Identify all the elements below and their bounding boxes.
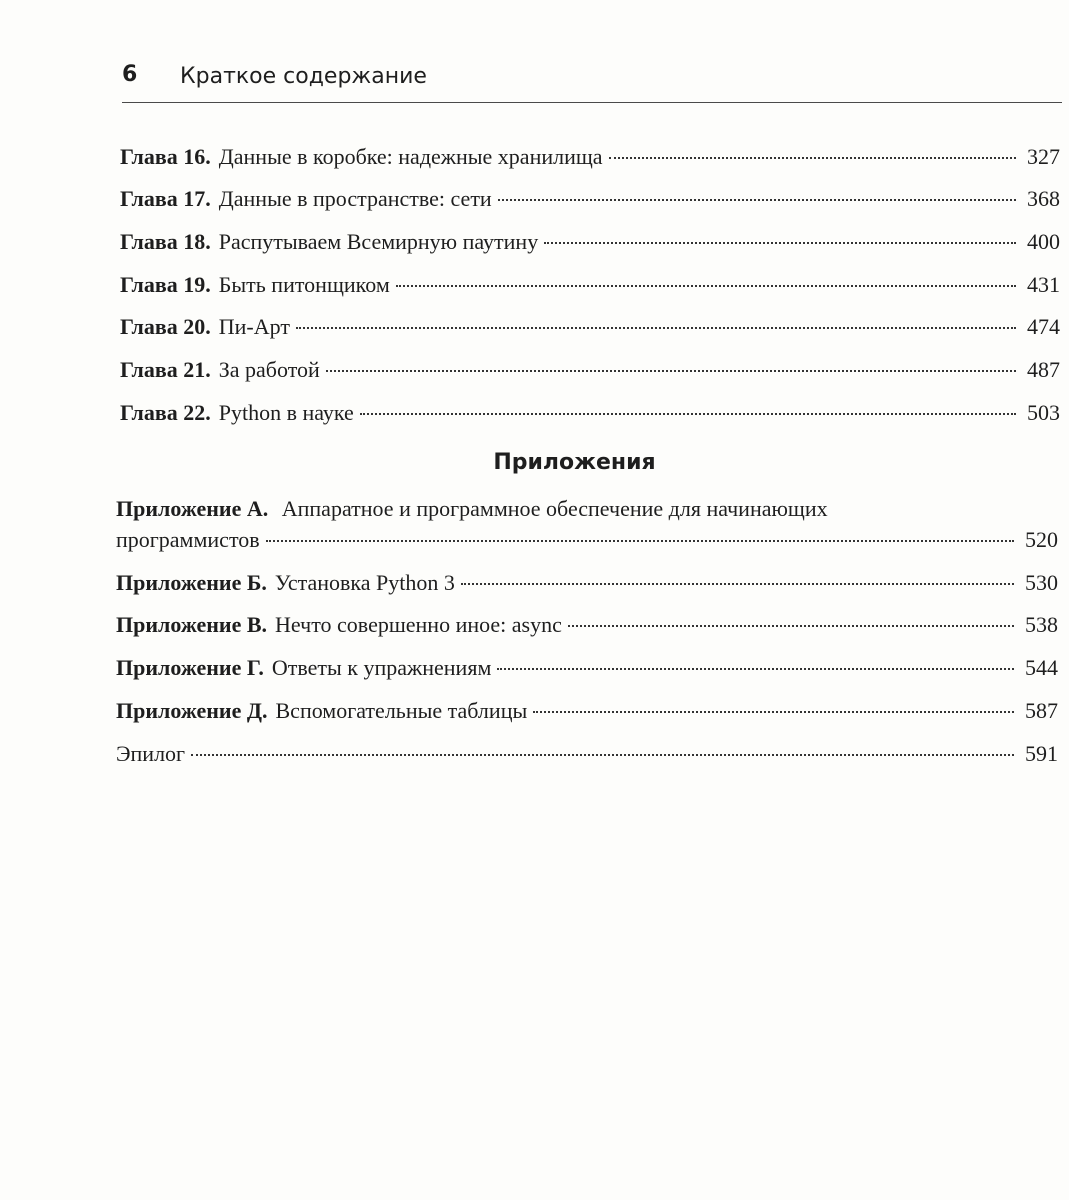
toc-entry-label: Глава 16. — [120, 144, 211, 169]
leader-dots — [533, 711, 1014, 713]
toc-entry-label: Приложение А. — [116, 496, 269, 521]
toc-entry-appendix-a-line1[interactable] — [116, 496, 828, 522]
toc-entry-page: 503 — [1027, 400, 1060, 425]
toc-entry-page: 587 — [1025, 698, 1058, 723]
toc-entry-page: 487 — [1027, 357, 1060, 382]
leader-dots — [360, 413, 1016, 415]
leader-dots — [568, 625, 1014, 627]
toc-entry-label: Глава 18. — [120, 229, 211, 254]
toc-entry-label: Приложение В. — [116, 612, 268, 637]
toc-entry-title: Быть питонщиком — [218, 272, 390, 297]
toc-entry-page: 591 — [1025, 741, 1058, 766]
toc-entry-title: Ответы к упражнениям — [271, 655, 492, 680]
toc-entry-title: Python в науке — [218, 400, 354, 425]
toc-entry-page: 400 — [1027, 229, 1060, 254]
toc-entry-chapter-17[interactable] — [120, 186, 1060, 216]
toc-entry-label: Глава 20. — [120, 314, 211, 339]
toc-entry-chapter-16[interactable] — [120, 144, 1060, 174]
toc-entry-chapter-22[interactable] — [120, 400, 1060, 430]
toc-entry-title: Пи-Арт — [218, 314, 290, 339]
toc-entry-title: Вспомогательные таблицы — [275, 698, 528, 723]
toc-entry-appendix-b[interactable] — [116, 570, 1058, 600]
toc-entry-chapter-18[interactable] — [120, 229, 1060, 259]
toc-entry-appendix-g[interactable] — [116, 655, 1058, 685]
page-number: 6 — [122, 62, 138, 87]
toc-entry-title: Установка Python 3 — [274, 570, 455, 595]
leader-dots — [266, 540, 1014, 542]
leader-dots — [461, 583, 1014, 585]
toc-entry-title-continued: программистов — [116, 527, 260, 552]
leader-dots — [396, 285, 1016, 287]
toc-entry-label: Приложение Г. — [116, 655, 264, 680]
appendix-section-heading: Приложения — [493, 450, 656, 475]
leader-dots — [498, 199, 1016, 201]
toc-entry-page: 544 — [1025, 655, 1058, 680]
toc-entry-label: Приложение Д. — [116, 698, 268, 723]
toc-entry-page: 530 — [1025, 570, 1058, 595]
toc-entry-page: 538 — [1025, 612, 1058, 637]
toc-entry-appendix-a-line2[interactable] — [116, 527, 1058, 557]
toc-entry-title: Данные в пространстве: сети — [218, 186, 492, 211]
leader-dots — [609, 157, 1016, 159]
toc-entry-title: Данные в коробке: надежные хранилища — [218, 144, 603, 169]
leader-dots — [544, 242, 1016, 244]
leader-dots — [191, 754, 1014, 756]
toc-entry-chapter-19[interactable] — [120, 272, 1060, 302]
running-title: Краткое содержание — [180, 64, 427, 89]
leader-dots — [296, 327, 1016, 329]
toc-entry-appendix-d[interactable] — [116, 698, 1058, 728]
toc-entry-page: 474 — [1027, 314, 1060, 339]
toc-entry-label: Глава 19. — [120, 272, 211, 297]
toc-entry-chapter-21[interactable] — [120, 357, 1060, 387]
toc-entry-title: Аппаратное и программное обеспечение для начинающих — [281, 496, 828, 521]
toc-entry-title: Эпилог — [116, 741, 186, 766]
toc-entry-label: Глава 21. — [120, 357, 211, 382]
toc-entry-title: Нечто совершенно иное: async — [275, 612, 562, 637]
toc-entry-title: За работой — [218, 357, 320, 382]
toc-entry-epilogue[interactable] — [116, 741, 1058, 771]
leader-dots — [326, 370, 1016, 372]
toc-entry-page: 368 — [1027, 186, 1060, 211]
toc-entry-label: Глава 17. — [120, 186, 211, 211]
toc-entry-page: 520 — [1025, 527, 1058, 552]
toc-entry-chapter-20[interactable] — [120, 314, 1060, 344]
toc-entry-appendix-v[interactable] — [116, 612, 1058, 642]
leader-dots — [497, 668, 1014, 670]
toc-entry-title: Распутываем Всемирную паутину — [218, 229, 539, 254]
toc-entry-label: Приложение Б. — [116, 570, 267, 595]
toc-entry-page: 431 — [1027, 272, 1060, 297]
toc-entry-label: Глава 22. — [120, 400, 211, 425]
toc-entry-page: 327 — [1027, 144, 1060, 169]
